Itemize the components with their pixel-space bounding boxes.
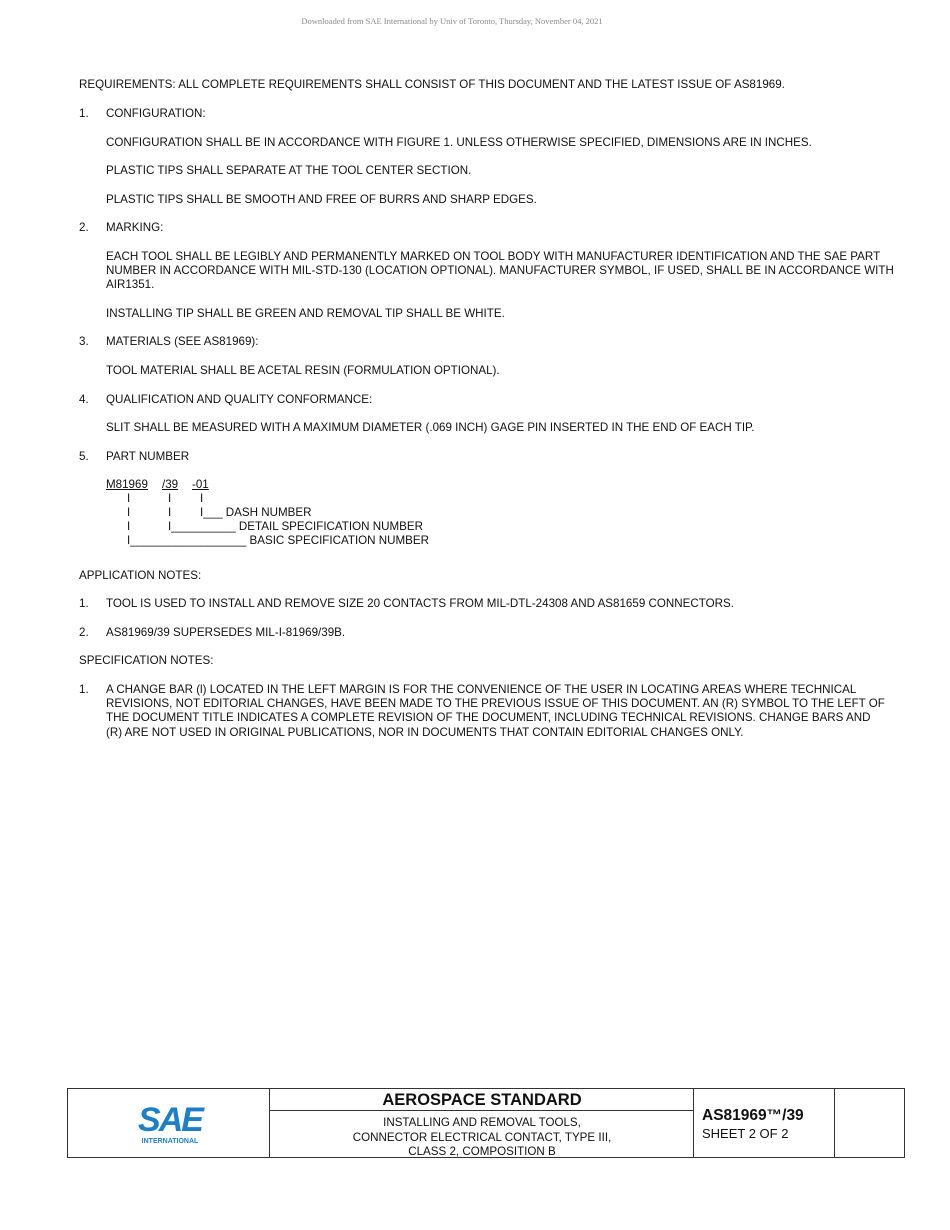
- section-heading-configuration: CONFIGURATION:: [106, 107, 206, 120]
- specification-notes-heading: SPECIFICATION NOTES:: [79, 654, 214, 667]
- section-heading-part-number: PART NUMBER: [106, 450, 190, 463]
- title-block: [67, 1088, 905, 1158]
- section-number-configuration: 1.: [79, 107, 89, 120]
- sheet-number: SHEET 2 OF 2: [702, 1126, 789, 1141]
- application-note-number: 1.: [79, 597, 89, 610]
- sae-logo-subtext: INTERNATIONAL: [141, 1138, 199, 1145]
- configuration-paragraph-2: PLASTIC TIPS SHALL SEPARATE AT THE TOOL CENTER SECTION.: [106, 164, 472, 177]
- leader-bar: I: [127, 506, 131, 519]
- leader-bar: I: [127, 492, 131, 505]
- leader-bar: I: [168, 492, 172, 505]
- download-watermark: Downloaded from SAE International by Univ of Toronto, Thursday, November 04, 2021: [301, 16, 603, 26]
- configuration-paragraph-3: PLASTIC TIPS SHALL BE SMOOTH AND FREE OF BURRS AND SHARP EDGES.: [106, 193, 537, 206]
- section-number-qualification: 4.: [79, 393, 89, 406]
- specification-note-1: A CHANGE BAR (l) LOCATED IN THE LEFT MARGIN IS FOR THE CONVENIENCE OF THE USER IN LOCATING AREAS WHERE TECHNICAL REVISIONS, NOT EDITORIAL CHANGES, HAVE BEEN MADE TO THE PREVIOUS ISSUE OF THIS DOCUMENT. AN (R) SYMBOL TO THE LEFT OF THE DOCUMENT TITLE INDICATES A COMPLETE REVISION OF THE DOCUMENT, INCLUDING TECHNICAL REVISIONS. CHANGE BARS AND (R) ARE NOT USED IN ORIGINAL PUBLICATIONS, NOR IN DOCUMENTS THAT CONTAIN EDITORIAL CHANGES ONLY.: [106, 683, 885, 739]
- marking-paragraph-2: INSTALLING TIP SHALL BE GREEN AND REMOVAL TIP SHALL BE WHITE.: [106, 307, 505, 320]
- standard-description: [270, 1116, 694, 1160]
- leader-bar: I: [168, 506, 172, 519]
- standard-title: AEROSPACE STANDARD: [382, 1091, 582, 1109]
- materials-paragraph-1: TOOL MATERIAL SHALL BE ACETAL RESIN (FORMULATION OPTIONAL).: [106, 364, 500, 377]
- document-number: AS81969™/39: [702, 1107, 804, 1124]
- detail-spec-label: I__________ DETAIL SPECIFICATION NUMBER: [168, 520, 423, 533]
- part-number-dash: -01: [192, 478, 209, 491]
- part-number-detail: /39: [162, 478, 179, 491]
- basic-spec-label: I__________________ BASIC SPECIFICATION NUMBER: [127, 534, 430, 547]
- specification-note-number: 1.: [79, 683, 89, 696]
- requirements-statement: REQUIREMENTS: ALL COMPLETE REQUIREMENTS SHALL CONSIST OF THIS DOCUMENT AND THE LATEST ISSUE OF AS81969.: [79, 78, 785, 91]
- section-number-materials: 3.: [79, 335, 89, 348]
- qualification-paragraph-1: SLIT SHALL BE MEASURED WITH A MAXIMUM DIAMETER (.069 INCH) GAGE PIN INSERTED IN THE END OF EACH TIP.: [106, 421, 755, 434]
- marking-paragraph-1: EACH TOOL SHALL BE LEGIBLY AND PERMANENTLY MARKED ON TOOL BODY WITH MANUFACTURER IDENTIFICATION AND THE SAE PART NUMBER IN ACCORDANCE WITH MIL-STD-130 (LOCATION OPTIONAL). MANUFACTURER SYMBOL, IF USED, SHALL BE IN ACCORDANCE WITH AIR1351.: [106, 250, 894, 292]
- application-notes-heading: APPLICATION NOTES:: [79, 569, 202, 582]
- sae-logo-text: SAE: [138, 1101, 202, 1139]
- title-block-divider: [834, 1089, 835, 1157]
- section-number-marking: 2.: [79, 221, 89, 234]
- application-note-1: TOOL IS USED TO INSTALL AND REMOVE SIZE 20 CONTACTS FROM MIL-DTL-24308 AND AS81659 CONNECTORS.: [106, 597, 734, 610]
- title-block-divider: [269, 1110, 694, 1111]
- section-number-part-number: 5.: [79, 450, 89, 463]
- section-heading-marking: MARKING:: [106, 221, 164, 234]
- dash-number-label: I___ DASH NUMBER: [200, 506, 312, 519]
- description-line: CONNECTOR ELECTRICAL CONTACT, TYPE III,: [352, 1130, 612, 1144]
- section-heading-materials: MATERIALS (SEE AS81969):: [106, 335, 259, 348]
- description-line: CLASS 2, COMPOSITION B: [408, 1145, 556, 1158]
- application-note-number: 2.: [79, 626, 89, 639]
- sae-logo: [134, 1101, 206, 1147]
- application-note-2: AS81969/39 SUPERSEDES MIL-I-81969/39B.: [106, 626, 346, 639]
- leader-bar: I: [200, 492, 204, 505]
- leader-bar: I: [127, 520, 131, 533]
- configuration-paragraph-1: CONFIGURATION SHALL BE IN ACCORDANCE WITH FIGURE 1. UNLESS OTHERWISE SPECIFIED, DIMENSIONS ARE IN INCHES.: [106, 136, 812, 149]
- description-line: INSTALLING AND REMOVAL TOOLS,: [383, 1116, 581, 1129]
- part-number-base: M81969: [106, 478, 148, 491]
- section-heading-qualification: QUALIFICATION AND QUALITY CONFORMANCE:: [106, 393, 373, 406]
